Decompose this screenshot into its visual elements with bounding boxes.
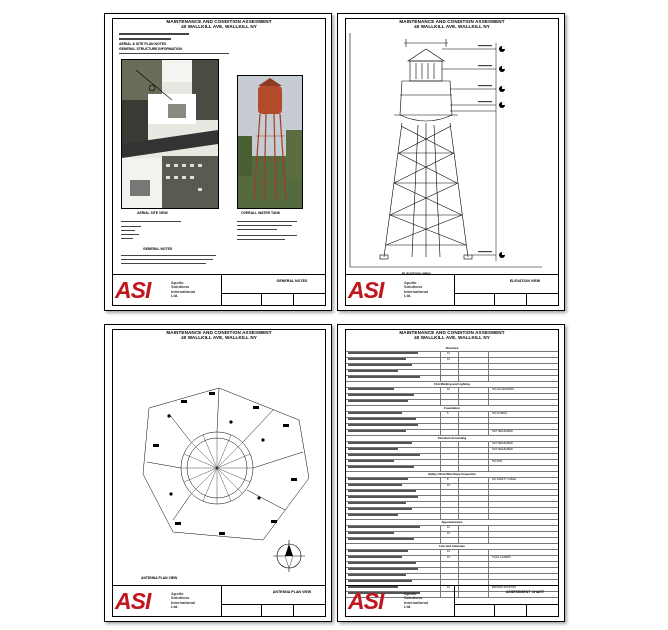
logo-text: ASI bbox=[348, 277, 384, 303]
row-description bbox=[348, 514, 398, 516]
condition-note: NOT MEASURED bbox=[492, 448, 513, 451]
rating-value: 10 bbox=[447, 532, 450, 535]
rating-value: 10 bbox=[447, 484, 450, 487]
row-description bbox=[348, 376, 420, 378]
row-description bbox=[348, 508, 412, 510]
section-title: Safety Climb Wire Rope Inspection bbox=[428, 472, 476, 476]
note-line bbox=[237, 239, 285, 240]
sheet-address: 40 WALLKILL AVE, WALLKILL NY bbox=[181, 335, 257, 340]
row-description bbox=[348, 556, 402, 558]
title-block-cells bbox=[221, 604, 325, 616]
note-line bbox=[121, 255, 216, 256]
row-description bbox=[348, 532, 394, 534]
condition-note: NOT MEASURED bbox=[492, 442, 513, 445]
row-description bbox=[348, 430, 406, 432]
condition-note: BROKEN SUPPORT bbox=[492, 586, 517, 589]
row-description bbox=[348, 550, 408, 552]
title-block bbox=[346, 585, 558, 616]
rating-value: 8 bbox=[447, 478, 449, 481]
sheet-address: 40 WALLKILL AVE, WALLKILL NY bbox=[181, 24, 257, 29]
legend-line bbox=[121, 226, 141, 227]
rating-value: 10 bbox=[447, 352, 450, 355]
sheet-header bbox=[113, 19, 325, 29]
rating-value: 5 bbox=[447, 412, 449, 415]
legend-line bbox=[121, 238, 133, 239]
row-description bbox=[348, 490, 416, 492]
sheet-frame bbox=[112, 18, 326, 306]
aerial-photo bbox=[121, 59, 219, 209]
elevation-caption: ELEVATION VIEW bbox=[402, 272, 431, 276]
row-description bbox=[348, 358, 406, 360]
company-name: Apollo Solutions International Ltd. bbox=[404, 591, 429, 610]
section-title: Appurtenances bbox=[441, 520, 463, 524]
logo-text: ASI bbox=[115, 588, 151, 614]
row-description bbox=[348, 484, 402, 486]
row-description bbox=[348, 400, 408, 402]
row-description bbox=[348, 352, 418, 354]
title-block bbox=[113, 585, 325, 616]
company-logo bbox=[115, 588, 215, 614]
sheet-title: MAINTENANCE AND CONDITION ASSESMENT bbox=[166, 19, 272, 24]
tank-elevation-drawing bbox=[346, 31, 560, 269]
drawing-sheet-1[interactable] bbox=[104, 13, 332, 311]
title-block bbox=[346, 274, 558, 305]
row-description bbox=[348, 448, 398, 450]
antenna-plan-drawing bbox=[113, 344, 327, 582]
sheet-address: 40 WALLKILL AVE, WALLKILL NY bbox=[414, 24, 490, 29]
row-description bbox=[348, 568, 418, 570]
note-line bbox=[121, 259, 213, 260]
row-description bbox=[348, 388, 394, 390]
sheet-label: ANTENNA PLAN VIEW bbox=[272, 590, 312, 594]
photo-caption-tank: OVERALL WATER TANK bbox=[241, 211, 281, 215]
legend-line bbox=[121, 234, 139, 235]
rating-value: 10 bbox=[447, 388, 450, 391]
section-title: Structure Grounding bbox=[437, 436, 467, 440]
condition-note: NO SAFETY CABLE bbox=[492, 478, 516, 481]
note-line bbox=[119, 53, 229, 54]
company-logo bbox=[115, 277, 215, 303]
section-title: Line and Antennas bbox=[439, 544, 465, 548]
note-line bbox=[119, 38, 171, 40]
row-description bbox=[348, 364, 412, 366]
row-description bbox=[348, 424, 418, 426]
sheet-title: MAINTENANCE AND CONDITION ASSESMENT bbox=[399, 330, 505, 335]
row-description bbox=[348, 466, 414, 468]
condition-note: NO FAA MARKING bbox=[492, 388, 515, 391]
title-block-cells bbox=[221, 293, 325, 305]
rating-value: 10 bbox=[447, 586, 450, 589]
title-block bbox=[113, 274, 325, 305]
assessment-table bbox=[346, 345, 558, 589]
row-description bbox=[348, 502, 406, 504]
note-line bbox=[237, 221, 297, 222]
legend-line bbox=[121, 221, 181, 222]
water-tank-photo-image bbox=[238, 76, 302, 208]
notes-heading: AERIAL & SITE PLAN NOTES bbox=[119, 42, 167, 46]
sheet-title: MAINTENANCE AND CONDITION ASSESMENT bbox=[166, 330, 272, 335]
sheet-label: ASSESSMENT CHART bbox=[505, 590, 545, 594]
sheet-header bbox=[346, 330, 558, 340]
notes-title: GENERAL NOTES bbox=[143, 247, 173, 251]
rating-value: 10 bbox=[447, 358, 450, 361]
company-logo bbox=[348, 277, 448, 303]
sheet-header bbox=[113, 330, 325, 340]
section-title: Structure bbox=[445, 346, 459, 350]
rating-value: 10 bbox=[447, 550, 450, 553]
company-logo bbox=[348, 588, 448, 614]
aerial-map-image bbox=[122, 60, 218, 208]
note-line bbox=[121, 263, 206, 264]
drawing-sheet-3[interactable] bbox=[104, 324, 332, 622]
condition-note: NO ROD bbox=[492, 460, 503, 463]
notes-heading: GENERAL STRUCTURE INFORMATION bbox=[119, 47, 182, 51]
sheet-header bbox=[346, 19, 558, 29]
sheet-title: MAINTENANCE AND CONDITION ASSESMENT bbox=[399, 19, 505, 24]
row-description bbox=[348, 538, 414, 540]
row-description bbox=[348, 418, 416, 420]
company-name: Apollo Solutions International Ltd. bbox=[171, 280, 196, 299]
legend-line bbox=[121, 230, 135, 231]
row-description bbox=[348, 412, 402, 414]
row-description bbox=[348, 562, 416, 564]
sheet-label: GENERAL NOTES bbox=[276, 279, 308, 283]
row-description bbox=[348, 394, 414, 396]
company-name: Apollo Solutions International Ltd. bbox=[171, 591, 196, 610]
title-block-cells bbox=[454, 604, 558, 616]
rating-value: 10 bbox=[447, 556, 450, 559]
sheet-address: 40 WALLKILL AVE, WALLKILL NY bbox=[414, 335, 490, 340]
row-description bbox=[348, 496, 418, 498]
row-description bbox=[348, 574, 406, 576]
condition-note: NO GLIDING bbox=[492, 412, 508, 415]
row-description bbox=[348, 460, 394, 462]
row-description bbox=[348, 454, 420, 456]
rating-value: 10 bbox=[447, 526, 450, 529]
logo-text: ASI bbox=[348, 588, 384, 614]
title-block-cells bbox=[454, 293, 558, 305]
drawing-sheet-2[interactable] bbox=[337, 13, 565, 311]
section-title: FAA Marking and Lighting bbox=[434, 382, 470, 386]
tank-photo bbox=[237, 75, 303, 209]
row-description bbox=[348, 580, 412, 582]
note-line bbox=[237, 225, 292, 226]
section-title: Foundation bbox=[444, 406, 460, 410]
plan-caption: ANTENNA PLAN VIEW bbox=[141, 576, 178, 580]
sheet-frame bbox=[345, 18, 559, 306]
drawing-sheet-4[interactable] bbox=[337, 324, 565, 622]
company-name: Apollo Solutions International Ltd. bbox=[404, 280, 429, 299]
condition-note: COAX CLAMPS bbox=[492, 556, 511, 559]
sheet-frame bbox=[112, 329, 326, 617]
note-line bbox=[119, 33, 189, 35]
sheet-frame bbox=[345, 329, 559, 617]
sheet-label: ELEVATION VIEW bbox=[509, 279, 541, 283]
row-description bbox=[348, 478, 408, 480]
condition-note: NOT MEASURED bbox=[492, 430, 513, 433]
row-description bbox=[348, 442, 412, 444]
note-line bbox=[237, 235, 297, 236]
row-description bbox=[348, 370, 398, 372]
photo-caption-aerial: AERIAL SITE VIEW bbox=[137, 211, 168, 215]
note-line bbox=[237, 229, 277, 230]
logo-text: ASI bbox=[115, 277, 151, 303]
row-description bbox=[348, 526, 420, 528]
